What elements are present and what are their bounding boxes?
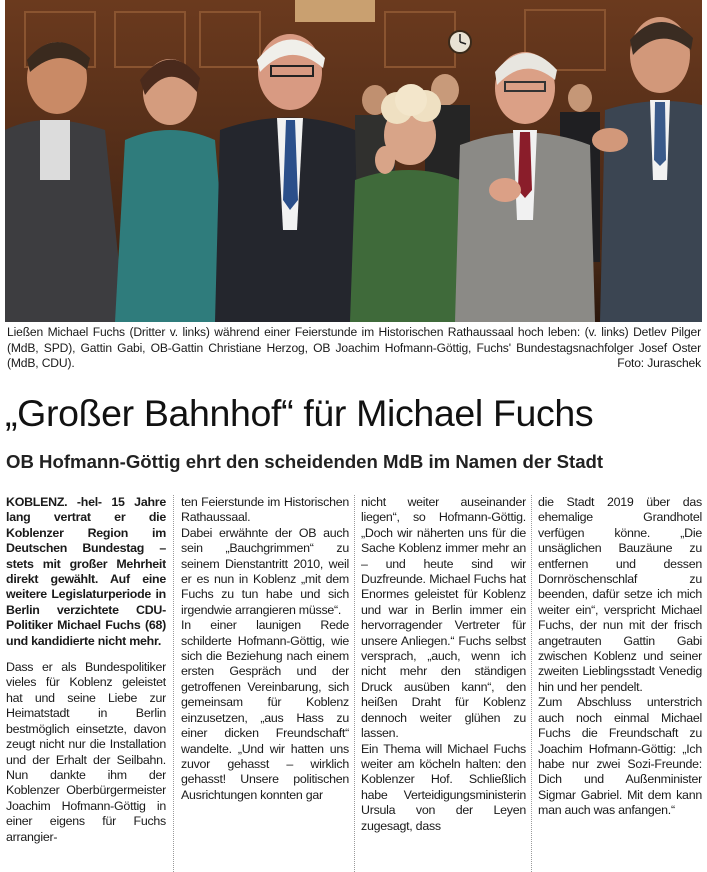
article-paragraph: nicht weiter auseinander liegen“, so Hofmann-Göttig. „Doch wir näherten uns für die Sache Koblenz immer mehr an – und heute sind wir Duzfreunde. Michael Fuchs hat Enormes geleistet für Koblenz und war in Berlin immer ein hervorragender Vertreter für unsere Anliegen.“ Fuchs selbst versprach, „auch, wenn ich nicht mehr den ständigen Druck ausüben kann“, den heißen Draht für Koblenz dennoch weiter glühen zu lassen. <box>361 495 526 741</box>
article-column-3 <box>361 495 526 872</box>
article-lead: KOBLENZ. -hel- 15 Jahre lang vertrat er die Koblenzer Region im Deutschen Bundestag – stets mit großer Mehrheit direkt gewählt. Auf eine weitere Legislaturperiode in Berlin verzichtete CDU-Politiker Michael Fuchs (68) und kandidierte nicht mehr. <box>6 495 166 648</box>
article-paragraph: ten Feierstunde im Historischen Rathaussaal. <box>181 495 349 525</box>
article-paragraph: In einer launigen Rede schilderte Hofmann-Göttig, wie sich die Beziehung nach einem ersten Gespräch und der getroffenen Vereinbarung, sich gemeinsam für Koblenz einzusetzen, „aus Hass zu einer dicken Freundschaft“ wandelte. „Und wir hatten uns zuvor gehasst – wirklich gehasst! Unsere politischen Ausrichtungen konnten gar <box>181 618 349 802</box>
photo-caption <box>7 325 701 372</box>
article-column-1 <box>6 495 166 872</box>
article-column-2 <box>181 495 349 872</box>
column-divider <box>173 495 174 872</box>
article-paragraph: Ein Thema will Michael Fuchs weiter am köcheln halten: den Koblenzer Hof. Schließlich habe Verteidigungsministerin Ursula von der Leyen zugesagt, dass <box>361 741 526 833</box>
column-divider <box>531 495 532 872</box>
article-paragraph: Dass er als Bundespolitiker vieles für Koblenz geleistet hat und seine Liebe zur Heimatstadt in Berlin bestmöglich einsetzte, davon zeugt nicht nur die Installation und der Erhalt der Seilbahn. Nun dankte ihm der Koblenzer Oberbürgermeister Joachim Hofmann-Göttig in einer eigens für Fuchs arrangier- <box>6 660 166 844</box>
article-column-4 <box>538 495 702 872</box>
photo-of-people-applauding <box>5 0 702 322</box>
article-headline: „Großer Bahnhof“ für Michael Fuchs <box>5 392 594 434</box>
article-paragraph: Zum Abschluss unterstrich auch noch einmal Michael Fuchs die Freundschaft zu Joachim Hofmann-Göttig: „Ich habe nur zwei Sozi-Freunde: Dich und Außenminister Sigmar Gabriel. Mit dem kann man auch was anfangen.“ <box>538 695 702 818</box>
article-paragraph: die Stadt 2019 über das ehemalige Grandhotel verfügen könne. „Die unsäglichen Bauzäune zu entfernen und dessen Dornröschenschlaf zu beenden, dafür setze ich mich weiter ein“, verspricht Michael Fuchs, der nun mit der frisch angetrauten Gattin Gabi zwischen Koblenz und seiner zweiten Lieblingsstadt Venedig hin und her pendelt. <box>538 495 702 694</box>
news-photo <box>5 0 702 322</box>
photo-credit: Foto: Juraschek <box>617 356 701 370</box>
article-paragraph: Dabei erwähnte der OB auch sein „Bauchgrimmen“ zu seinem Dienstantritt 2010, weil er es nun in Koblenz „mit dem Fuchs zu tun habe und sich irgendwie arrangieren müsse“. <box>181 525 349 617</box>
column-divider <box>354 495 355 872</box>
article-subheadline: OB Hofmann-Göttig ehrt den scheidenden MdB im Namen der Stadt <box>6 451 604 472</box>
caption-text: Ließen Michael Fuchs (Dritter v. links) während einer Feierstunde im Historischen Rathaussaal hoch leben: (v. links) Detlev Pilger (MdB, SPD), Gattin Gabi, OB-Gattin Christiane Herzog, OB Joachim Hofmann-Göttig, Fuchs' Bundestagsnachfolger Josef Oster (MdB, CDU). <box>7 325 701 370</box>
article-body <box>0 495 707 872</box>
